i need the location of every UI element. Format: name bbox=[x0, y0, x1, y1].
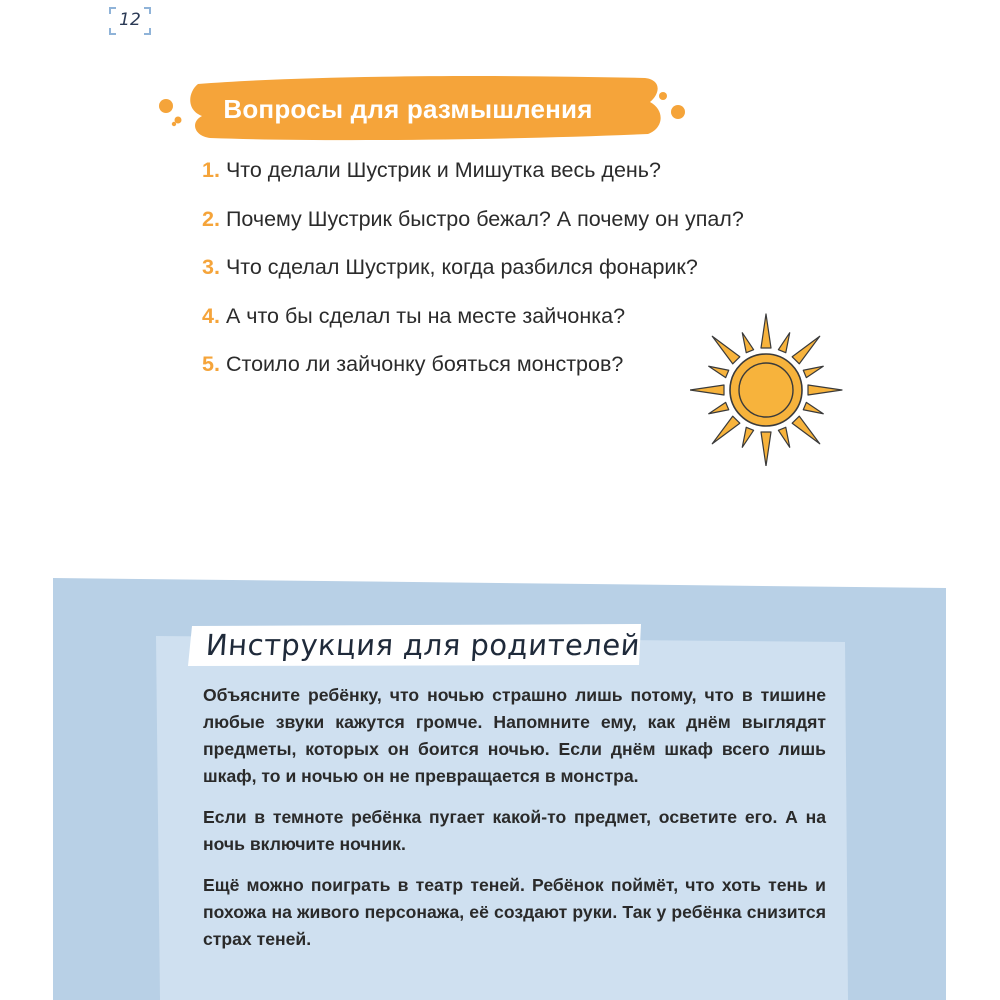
question-number: 2. bbox=[202, 206, 220, 231]
question-number: 5. bbox=[202, 352, 220, 376]
question-text: А что бы сделал ты на месте зайчонка? bbox=[225, 303, 626, 328]
question-text: Что сделал Шустрик, когда разбился фонарик? bbox=[225, 255, 698, 279]
instructions-body bbox=[203, 682, 826, 967]
question-number: 3. bbox=[202, 255, 220, 279]
instructions-paragraph: Объясните ребёнку, что ночью страшно лишь потому, что в тишине любые звуки кажутся громче. Напомните ему, как днём выглядят предметы, которых он боится ночью. Если днём шкаф всего лишь шкаф, то и ночью он не превращается в монстра. bbox=[203, 685, 826, 786]
question-text: Что делали Шустрик и Мишутка весь день? bbox=[225, 158, 661, 182]
question-number: 1. bbox=[202, 158, 220, 182]
instructions-title-box bbox=[188, 624, 643, 666]
section-heading-text: Вопросы для размышления bbox=[223, 94, 593, 124]
question-text: Стоило ли зайчонку бояться монстров? bbox=[225, 352, 624, 376]
page-number-text: 12 bbox=[119, 10, 141, 30]
instructions-title: Инструкция для родителей bbox=[204, 628, 642, 662]
instructions-paragraph: Если в темноте ребёнка пугает какой-то предмет, осветите его. А на ночь включите ночник. bbox=[203, 807, 826, 854]
question-text: Почему Шустрик быстро бежал? А почему он упал? bbox=[225, 206, 744, 231]
instructions-paragraph: Ещё можно поиграть в театр теней. Ребёнок поймёт, что хоть тень и похожа на живого персонажа, её создают руки. Так у ребёнка снизится страх теней. bbox=[203, 875, 826, 949]
question-number: 4. bbox=[202, 303, 220, 328]
